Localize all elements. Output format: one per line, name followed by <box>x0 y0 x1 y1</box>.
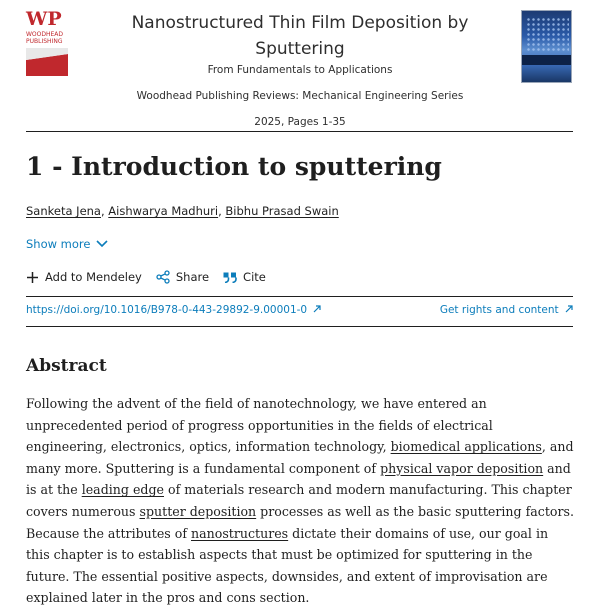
topic-link[interactable]: physical vapor deposition <box>380 460 544 476</box>
author-link[interactable]: Aishwarya Madhuri <box>108 204 219 218</box>
article-actions <box>26 270 280 284</box>
author-list <box>26 204 339 218</box>
rights-link[interactable] <box>440 304 573 316</box>
author-link[interactable]: Sanketa Jena <box>26 204 101 218</box>
divider <box>26 131 573 132</box>
pages-info: 2025, Pages 1-35 <box>254 116 346 128</box>
journal-subtitle: From Fundamentals to Applications <box>207 64 393 76</box>
journal-title[interactable]: Nanostructured Thin Film Deposition by Sputtering <box>131 13 469 59</box>
show-more-button[interactable] <box>26 237 108 251</box>
cite-label: Cite <box>243 270 266 284</box>
add-to-mendeley-button[interactable] <box>26 270 142 284</box>
cite-button[interactable] <box>223 270 266 284</box>
cover-pattern <box>526 17 569 51</box>
logo-text: WOODHEAD PUBLISHING <box>26 31 64 45</box>
book-cover-image[interactable] <box>521 10 572 83</box>
doi-text: https://doi.org/10.1016/B978-0-443-29892-9.00001-0 <box>26 304 308 316</box>
author-separator: , <box>100 204 109 218</box>
cover-band <box>522 55 572 65</box>
publisher-logo[interactable] <box>26 10 70 76</box>
chevron-down-icon <box>96 240 108 248</box>
abstract-segment: and is at the <box>26 460 571 498</box>
doi-link[interactable] <box>26 304 321 316</box>
divider <box>26 326 573 327</box>
plus-icon <box>26 271 39 284</box>
rights-text: Get rights and content <box>439 304 559 316</box>
logo-mark-icon <box>26 48 68 76</box>
series-link[interactable]: Woodhead Publishing Reviews: Mechanical Engineering Series <box>136 90 464 102</box>
quote-icon <box>223 272 237 283</box>
abstract-heading: Abstract <box>26 356 107 376</box>
topic-link[interactable]: leading edge <box>81 482 164 498</box>
share-icon <box>156 270 170 284</box>
abstract-segment: Following the advent of the field of nanotechnology, we have entered an unprecedented period of progress opportunities in the fields of electrical engineering, electronics, optics, information technology, <box>26 396 493 455</box>
abstract-segment: , and many more. Sputtering is a fundamental component of <box>26 439 574 476</box>
external-link-icon <box>565 305 573 313</box>
article-title: 1 - Introduction to sputtering <box>26 152 442 181</box>
share-button[interactable] <box>156 270 209 284</box>
topic-link[interactable]: sputter deposition <box>139 503 257 519</box>
share-label: Share <box>175 270 210 284</box>
abstract-text <box>26 393 574 609</box>
abstract-segment: of materials research and modern manufacturing. This chapter covers numerous <box>26 482 572 519</box>
publication-header <box>0 0 593 132</box>
logo-letters: WP <box>26 8 62 30</box>
divider <box>26 296 573 297</box>
author-link[interactable]: Bibhu Prasad Swain <box>225 204 339 218</box>
show-more-label: Show more <box>26 237 91 251</box>
author-separator: , <box>218 204 226 218</box>
abstract-segment: dictate their domains of use, our goal in this chapter is to establish aspects that must be optimized for sputtering in the future. The essential positive aspects, downsides, and extent of improvisation are explained later in the pros and cons section. <box>26 525 549 606</box>
abstract-segment: processes as well as the basic sputtering factors. Because the attributes of <box>26 503 574 541</box>
external-link-icon <box>313 305 321 313</box>
topic-link[interactable]: biomedical applications <box>390 439 542 455</box>
add-to-mendeley-label: Add to Mendeley <box>45 270 142 284</box>
topic-link[interactable]: nanostructures <box>191 525 289 541</box>
